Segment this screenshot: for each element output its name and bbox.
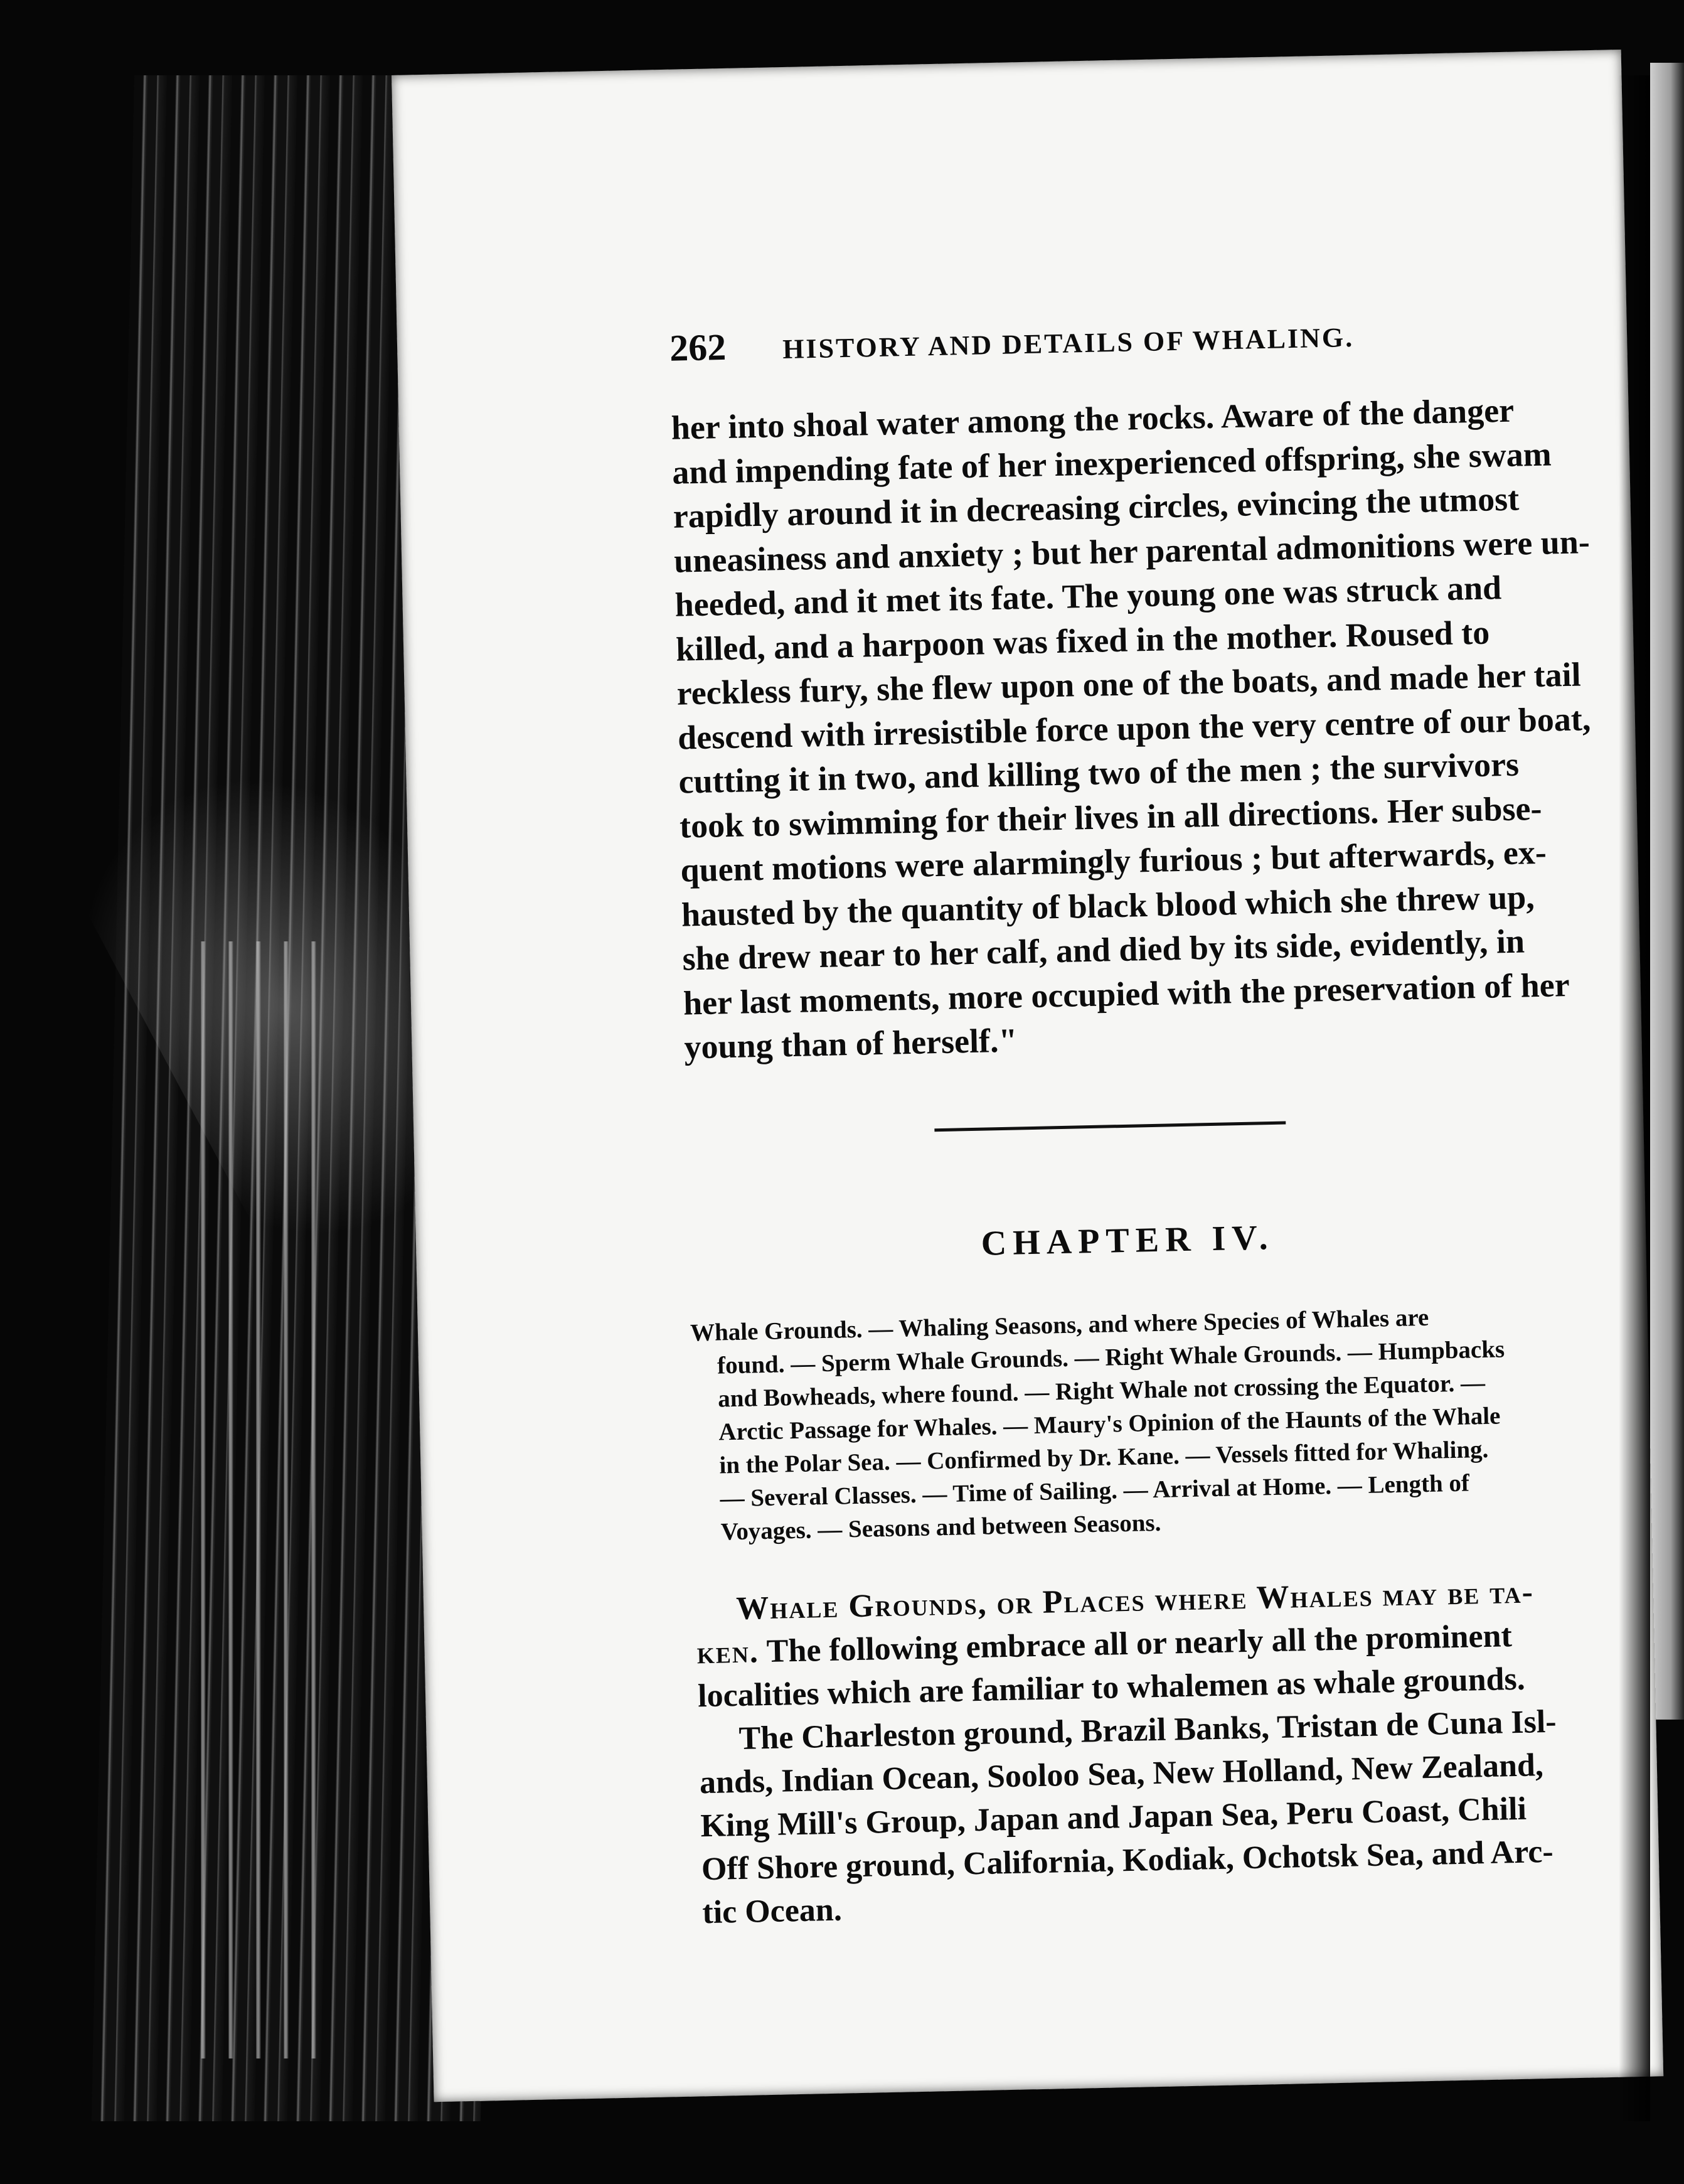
body-line: killed, and a harpoon was fixed in the mother. Roused to [675, 613, 1490, 668]
body-line: young than of herself." [683, 1021, 1018, 1066]
book-page [392, 50, 1663, 2102]
body-line: descend with irresistible force upon the very centre of our boat, [677, 699, 1591, 757]
body-line: reckless fury, she flew upon one of the boats, and made her tail [676, 655, 1582, 712]
summary-line: in the Polar Sea. — Confirmed by Dr. Kane. — Vessels fitted for Whaling. [719, 1435, 1489, 1479]
section-line-text: The following embrace all or nearly all the prominent [766, 1617, 1513, 1669]
chapter-heading: CHAPTER IV. [981, 1218, 1275, 1263]
section-text [696, 1570, 1581, 1934]
section-line: Off Shore ground, California, Kodiak, Ochotsk Sea, and Arc- [701, 1833, 1554, 1887]
body-line: quent motions were alarmingly furious ; but afterwards, ex- [679, 833, 1547, 889]
body-paragraph [671, 387, 1591, 1069]
section-line: The Charleston ground, Brazil Banks, Tristan de Cuna Isl- [738, 1703, 1557, 1757]
body-line: hausted by the quantity of black blood which she threw up, [681, 877, 1535, 934]
summary-line: and Bowheads, where found. — Right Whale not crossing the Equator. — [717, 1369, 1486, 1413]
section-line: localities which are familiar to whalemen as whale grounds. [697, 1661, 1526, 1714]
section-divider-rule [934, 1121, 1286, 1132]
section-heading-continuation: ken. [696, 1633, 760, 1671]
section-heading: Whale Grounds, or Places where Whales may be ta- [735, 1573, 1535, 1627]
summary-line: — Several Classes. — Time of Sailing. — Arrival at Home. — Length of [720, 1469, 1470, 1512]
summary-line: Voyages. — Seasons and between Seasons. [720, 1509, 1161, 1546]
section-line: ands, Indian Ocean, Sooloo Sea, New Holland, New Zealand, [699, 1747, 1544, 1801]
page-number: 262 [669, 326, 727, 369]
summary-line: Whale Grounds. — Whaling Seasons, and where Species of Whales are [690, 1303, 1429, 1346]
body-line: her into shoal water among the rocks. Aware of the danger [671, 391, 1515, 447]
gutter-shadow [1619, 75, 1650, 2121]
body-line: took to swimming for their lives in all directions. Her subse- [679, 789, 1542, 845]
body-line: uneasiness and anxiety ; but her parental admonitions were un- [673, 522, 1591, 580]
section-line: King Mill's Group, Japan and Japan Sea, Peru Coast, Chili [700, 1791, 1527, 1844]
running-head [669, 309, 1548, 383]
section-line: tic Ocean. [701, 1892, 843, 1930]
page-content [669, 309, 1591, 1934]
chapter-summary [690, 1298, 1573, 1549]
summary-line: Arctic Passage for Whales. — Maury's Opinion of the Haunts of the Whale [718, 1401, 1501, 1446]
body-line: she drew near to her calf, and died by its side, evidently, in [681, 922, 1525, 978]
running-title: HISTORY AND DETAILS OF WHALING. [782, 321, 1355, 365]
body-line: rapidly around it in decreasing circles, evincing the utmost [673, 479, 1520, 535]
facing-page-edge [1650, 63, 1684, 1720]
body-line: cutting it in two, and killing two of the men ; the survivors [678, 745, 1520, 801]
summary-line: found. — Sperm Whale Grounds. — Right Whale Grounds. — Humpbacks [717, 1335, 1505, 1379]
body-line: heeded, and it met its fate. The young one was struck and [674, 569, 1502, 624]
body-line: and impending fate of her inexperienced offspring, she swam [671, 434, 1552, 491]
body-line: her last moments, more occupied with the preservation of her [683, 965, 1570, 1022]
